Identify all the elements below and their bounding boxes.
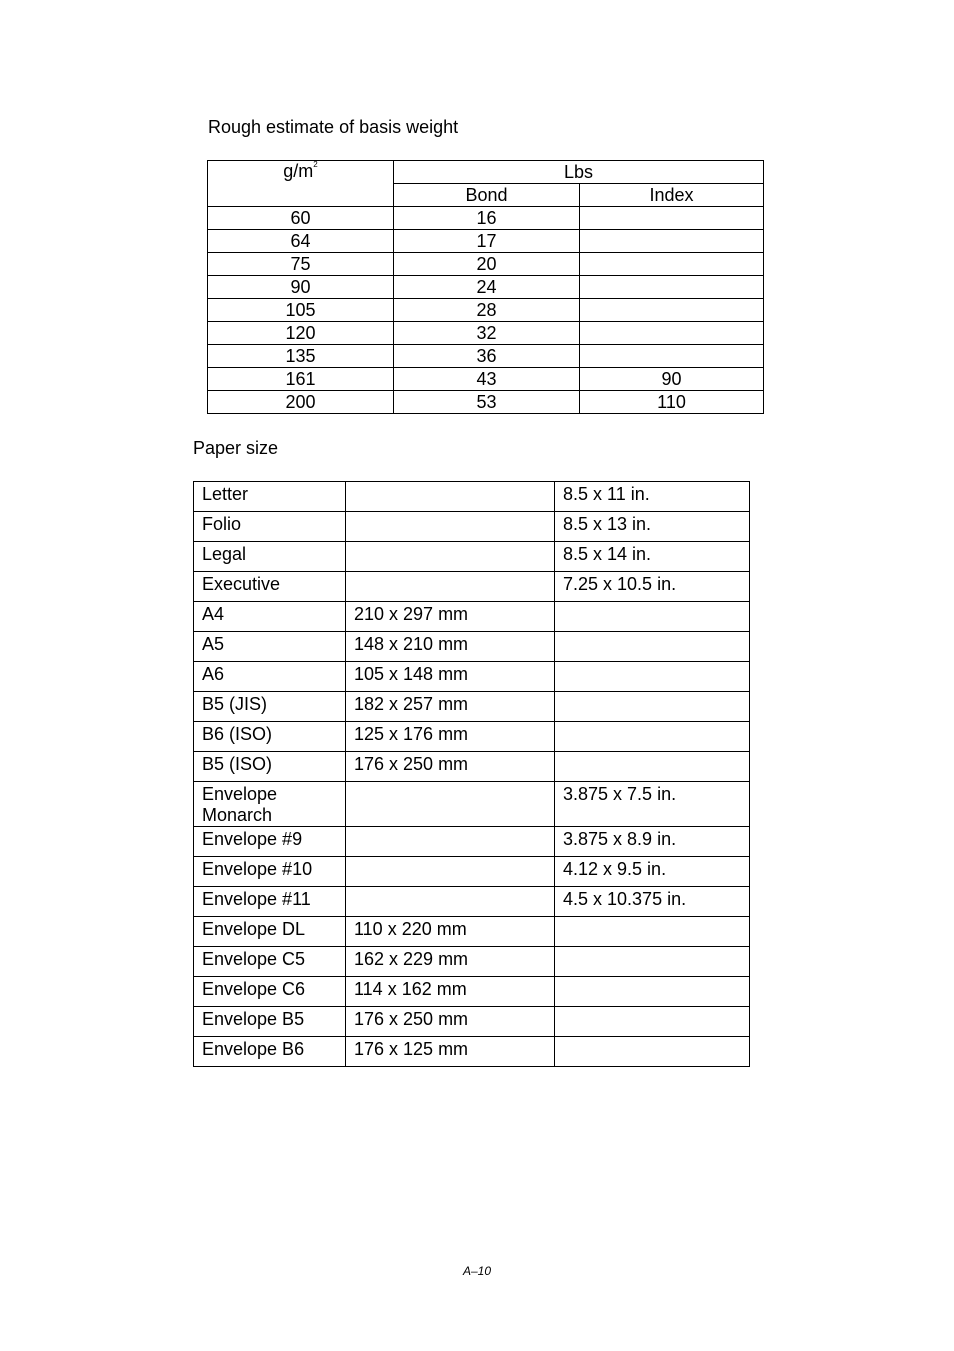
metric-size-cell: 176 x 250 mm — [346, 752, 555, 782]
metric-size-cell — [346, 542, 555, 572]
paper-size-heading: Paper size — [193, 438, 279, 458]
index-cell — [580, 207, 764, 230]
inch-size-cell: 4.12 x 9.5 in. — [555, 857, 750, 887]
table-row — [208, 207, 764, 230]
paper-name-cell: Folio — [194, 512, 346, 542]
inch-size-cell: 7.25 x 10.5 in. — [555, 572, 750, 602]
metric-size-cell: 148 x 210 mm — [346, 632, 555, 662]
gsm-cell: 135 — [208, 345, 394, 368]
metric-size-cell — [346, 572, 555, 602]
metric-size-cell: 176 x 250 mm — [346, 1007, 555, 1037]
paper-name-cell: A5 — [194, 632, 346, 662]
table-row — [194, 977, 750, 1007]
index-cell — [580, 230, 764, 253]
gsm-cell: 200 — [208, 391, 394, 414]
inch-size-cell — [555, 947, 750, 977]
table-row — [208, 276, 764, 299]
inch-size-cell: 4.5 x 10.375 in. — [555, 887, 750, 917]
paper-name-cell: Legal — [194, 542, 346, 572]
metric-size-cell — [346, 887, 555, 917]
inch-size-cell: 3.875 x 7.5 in. — [555, 782, 750, 827]
bond-cell: 28 — [394, 299, 580, 322]
paper-name-cell: Envelope #10 — [194, 857, 346, 887]
table-row — [208, 391, 764, 414]
paper-name-cell: Envelope #9 — [194, 827, 346, 857]
inch-size-cell — [555, 1007, 750, 1037]
paper-name-cell: Executive — [194, 572, 346, 602]
gsm-cell: 90 — [208, 276, 394, 299]
gsm-cell: 60 — [208, 207, 394, 230]
gsm-cell: 75 — [208, 253, 394, 276]
inch-size-cell — [555, 722, 750, 752]
gsm-cell: 105 — [208, 299, 394, 322]
table-row — [194, 662, 750, 692]
gsm-unit-label: g/m — [283, 161, 314, 181]
paper-name-cell: B6 (ISO) — [194, 722, 346, 752]
table-row — [194, 602, 750, 632]
paper-name-cell: A4 — [194, 602, 346, 632]
index-cell — [580, 322, 764, 345]
bond-cell: 24 — [394, 276, 580, 299]
inch-size-cell — [555, 977, 750, 1007]
table-row — [208, 322, 764, 345]
table-row — [208, 345, 764, 368]
paper-name-cell: Envelope B5 — [194, 1007, 346, 1037]
inch-size-cell: 8.5 x 13 in. — [555, 512, 750, 542]
metric-size-cell: 182 x 257 mm — [346, 692, 555, 722]
inch-size-cell — [555, 692, 750, 722]
paper-name-cell: A6 — [194, 662, 346, 692]
table-row — [194, 512, 750, 542]
index-cell: 110 — [580, 391, 764, 414]
paper-name-cell: B5 (JIS) — [194, 692, 346, 722]
gsm-cell: 161 — [208, 368, 394, 391]
bond-cell: 43 — [394, 368, 580, 391]
table-row — [194, 572, 750, 602]
paper-name-cell: B5 (ISO) — [194, 752, 346, 782]
page-number: A–10 — [462, 1264, 492, 1278]
bond-cell: 36 — [394, 345, 580, 368]
index-cell — [580, 345, 764, 368]
metric-size-cell — [346, 512, 555, 542]
table-row — [194, 887, 750, 917]
index-cell — [580, 253, 764, 276]
table-row — [194, 827, 750, 857]
table-row — [194, 632, 750, 662]
paper-name-cell: Envelope DL — [194, 917, 346, 947]
metric-size-cell: 110 x 220 mm — [346, 917, 555, 947]
table-row — [194, 542, 750, 572]
table-row — [208, 299, 764, 322]
paper-name-cell: Envelope #11 — [194, 887, 346, 917]
paper-name-cell: Envelope Monarch — [194, 782, 346, 827]
paper-name-cell: Envelope C6 — [194, 977, 346, 1007]
basis-weight-heading: Rough estimate of basis weight — [208, 117, 459, 137]
table-row — [194, 1037, 750, 1067]
metric-size-cell — [346, 482, 555, 512]
metric-size-cell — [346, 857, 555, 887]
table-row — [194, 752, 750, 782]
table-row — [194, 1007, 750, 1037]
inch-size-cell — [555, 632, 750, 662]
lbs-column-header: Lbs — [394, 161, 764, 184]
metric-size-cell — [346, 782, 555, 827]
metric-size-cell: 125 x 176 mm — [346, 722, 555, 752]
metric-size-cell: 105 x 148 mm — [346, 662, 555, 692]
paper-size-table — [193, 481, 750, 1067]
gsm-cell: 120 — [208, 322, 394, 345]
paper-name-cell: Envelope C5 — [194, 947, 346, 977]
metric-size-cell: 114 x 162 mm — [346, 977, 555, 1007]
table-row — [194, 947, 750, 977]
table-row — [194, 692, 750, 722]
bond-column-header: Bond — [394, 184, 580, 207]
table-row — [194, 722, 750, 752]
index-cell — [580, 276, 764, 299]
table-row — [208, 253, 764, 276]
inch-size-cell: 8.5 x 14 in. — [555, 542, 750, 572]
index-column-header: Index — [580, 184, 764, 207]
gsm-cell: 64 — [208, 230, 394, 253]
metric-size-cell: 210 x 297 mm — [346, 602, 555, 632]
inch-size-cell — [555, 662, 750, 692]
bond-cell: 17 — [394, 230, 580, 253]
table-row — [194, 482, 750, 512]
inch-size-cell — [555, 602, 750, 632]
bond-cell: 32 — [394, 322, 580, 345]
inch-size-cell — [555, 1037, 750, 1067]
inch-size-cell — [555, 752, 750, 782]
table-row — [194, 782, 750, 827]
table-row — [194, 917, 750, 947]
index-cell: 90 — [580, 368, 764, 391]
metric-size-cell: 162 x 229 mm — [346, 947, 555, 977]
table-row — [208, 368, 764, 391]
metric-size-cell — [346, 827, 555, 857]
basis-weight-table — [207, 160, 764, 414]
basis-header-row — [208, 161, 764, 184]
table-row — [194, 857, 750, 887]
gsm-unit-superscript: 2 — [313, 160, 318, 169]
inch-size-cell — [555, 917, 750, 947]
table-row — [208, 230, 764, 253]
bond-cell: 20 — [394, 253, 580, 276]
inch-size-cell: 8.5 x 11 in. — [555, 482, 750, 512]
bond-cell: 53 — [394, 391, 580, 414]
bond-cell: 16 — [394, 207, 580, 230]
index-cell — [580, 299, 764, 322]
inch-size-cell: 3.875 x 8.9 in. — [555, 827, 750, 857]
metric-size-cell: 176 x 125 mm — [346, 1037, 555, 1067]
gsm-column-header — [208, 161, 394, 207]
paper-name-cell: Letter — [194, 482, 346, 512]
paper-name-cell: Envelope B6 — [194, 1037, 346, 1067]
